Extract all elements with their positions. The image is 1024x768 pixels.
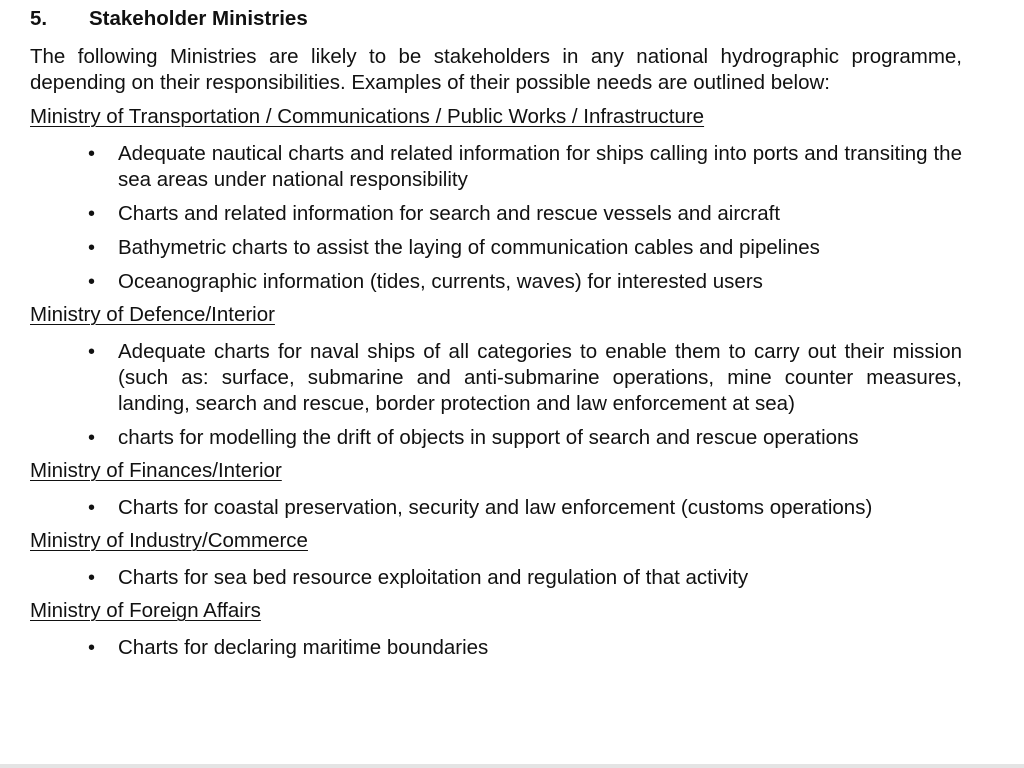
bullet-icon: • xyxy=(88,637,96,659)
list-item xyxy=(30,269,962,295)
list-item-text: Charts for sea bed resource exploitation and regulation of that activity xyxy=(118,566,749,589)
list-item xyxy=(30,565,962,591)
list-item-text: Adequate charts for naval ships of all categories to enable them to carry out their mission (such as: surface, submarine and anti-submarine operations, mine counter measures, landing, search and rescue, border protection and law enforcement at sea) xyxy=(118,340,962,415)
bullet-icon: • xyxy=(88,567,96,589)
list-item xyxy=(30,339,962,417)
list-item xyxy=(30,495,962,521)
bullet-icon: • xyxy=(88,203,96,225)
list-item xyxy=(30,141,962,193)
bullet-icon: • xyxy=(88,341,96,363)
list-item xyxy=(30,635,962,661)
section-number: 5. xyxy=(30,7,48,30)
list-item xyxy=(30,425,962,451)
list-item-text: Bathymetric charts to assist the laying of communication cables and pipelines xyxy=(118,236,820,259)
bullet-icon: • xyxy=(88,427,96,449)
bullet-list-finances xyxy=(30,495,962,521)
ministry-heading-transportation: Ministry of Transportation / Communications / Public Works / Infrastructure xyxy=(30,105,705,128)
list-item-text: Oceanographic information (tides, currents, waves) for interested users xyxy=(118,270,763,293)
ministry-heading-foreign-affairs: Ministry of Foreign Affairs xyxy=(30,599,261,622)
list-item-text: Charts for coastal preservation, security and law enforcement (customs operations) xyxy=(118,496,873,519)
ministry-heading-defence: Ministry of Defence/Interior xyxy=(30,303,275,326)
list-item-text: Adequate nautical charts and related information for ships calling into ports and transiting the sea areas under national responsibility xyxy=(118,142,962,191)
section-heading xyxy=(30,6,962,32)
list-item-text: charts for modelling the drift of objects in support of search and rescue operations xyxy=(118,426,859,449)
bullet-icon: • xyxy=(88,237,96,259)
bullet-icon: • xyxy=(88,497,96,519)
bullet-list-industry xyxy=(30,565,962,591)
ministry-heading-finances: Ministry of Finances/Interior xyxy=(30,459,282,482)
page-bottom-edge xyxy=(0,764,1024,768)
ministry-heading-industry: Ministry of Industry/Commerce xyxy=(30,529,308,552)
bullet-list-transportation xyxy=(30,141,962,295)
document-page xyxy=(30,6,962,668)
list-item-text: Charts for declaring maritime boundaries xyxy=(118,636,489,659)
bullet-list-foreign-affairs xyxy=(30,635,962,661)
section-title: Stakeholder Ministries xyxy=(89,7,308,30)
list-item xyxy=(30,201,962,227)
list-item xyxy=(30,235,962,261)
list-item-text: Charts and related information for search and rescue vessels and aircraft xyxy=(118,202,781,225)
bullet-icon: • xyxy=(88,143,96,165)
intro-paragraph: The following Ministries are likely to be stakeholders in any national hydrographic programme, depending on their responsibilities. Examples of their possible needs are outlined below: xyxy=(30,45,962,94)
bullet-icon: • xyxy=(88,271,96,293)
bullet-list-defence xyxy=(30,339,962,451)
